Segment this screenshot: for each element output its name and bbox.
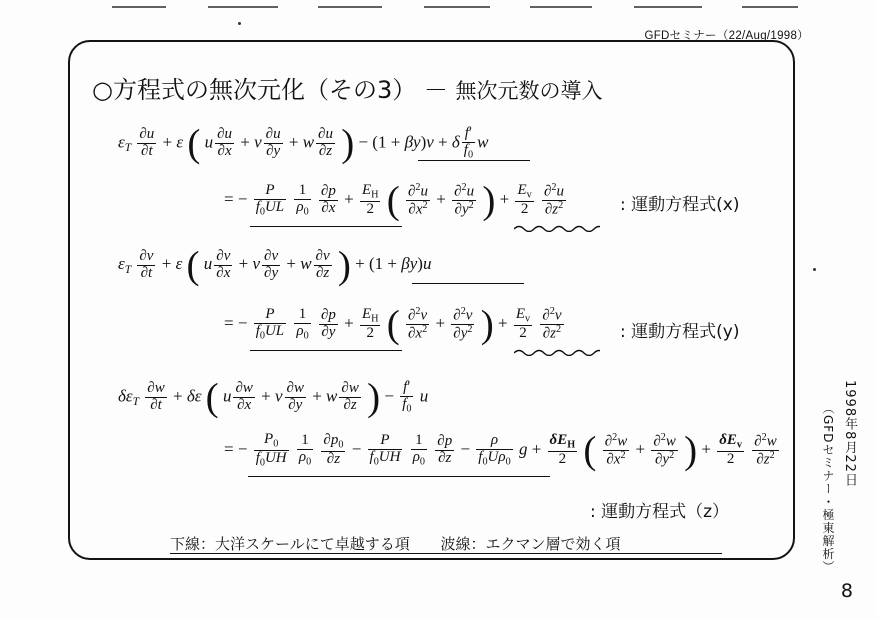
equation-momentum-x-rhs: = − $\frac{P}{f_0UL}$ $\frac{1}{\rho_0}$ $\frac{\partial p}{\partial x}$ + $\frac{E_H}{2}$ ( $\frac{\partial^2u}{\partial x^2}$ + $\frac{\partial^2u}{\partial y^2}$ ) + $\frac{E_v}{2}$ $\frac{\partial^2u}{\partial z^2}$ xyxy=(224,178,565,222)
underline-ocean-scale-term xyxy=(250,350,402,351)
side-note-date: 1998年8月22日 xyxy=(842,380,857,487)
side-note-author: （GFDセミナー・極東解析） xyxy=(821,402,835,574)
scan-artifact xyxy=(424,6,490,8)
wavy-underline-ekman-term xyxy=(514,348,600,356)
scan-speck xyxy=(238,22,241,25)
legend-solid-line: 下線：大洋スケールにて卓越する項 xyxy=(170,535,410,553)
seminar-header-stamp: GFDセミナー（22/Aug/1998） xyxy=(644,30,809,42)
equation-momentum-z-rhs: = − $\frac{P_0}{f_0UH}$ $\frac{1}{\rho_0}$ $\frac{\partial p_0}{\partial z}$ − $\frac{P}{f_0UH}$ $\frac{1}{\rho_0}$ $\frac{\partial p}{\partial z}$ − $\frac{\rho}{f_0U\rho_0}$ g + $\frac{\delta E_H}{2}$ ( $\frac{\partial^2w}{\partial x^2}$ + $\frac{\partial^2w}{\partial y^2}$ ) + $\frac{\delta E_v}{2}$ $\frac{\partial^2w}{\partial z^2}$ xyxy=(224,428,777,472)
scan-artifact xyxy=(634,6,702,8)
equation-momentum-z-lhs: $\delta\varepsilon_T$ $\frac{\partial w}{\partial t}$ + δε ( u $\frac{\partial w}{\partial x}$ + v $\frac{\partial w}{\partial y}$ + w $\frac{\partial w}{\partial z}$ ) − $\frac{f'}{f_0}$ u xyxy=(118,375,429,419)
scan-artifact xyxy=(208,6,278,8)
underline-ocean-scale-term xyxy=(418,160,530,161)
underline-ocean-scale-term xyxy=(250,226,402,227)
equation-momentum-x-lhs: $\varepsilon_T$ $\frac{\partial u}{\partial t}$ + ε ( u $\frac{\partial u}{\partial x}$ + v $\frac{\partial u}{\partial y}$ + w $\frac{\partial u}{\partial z}$ ) − (1 + βy)v + δ $\frac{f'}{f_0}$ w xyxy=(118,121,489,165)
scan-speck xyxy=(813,268,816,271)
legend-underline xyxy=(170,553,722,554)
page-title-handwritten: 無次元数の導入 xyxy=(455,79,603,103)
page-number: 8 xyxy=(840,580,853,602)
page-title xyxy=(92,70,603,105)
underline-ocean-scale-term xyxy=(248,476,550,477)
equation-momentum-y-rhs: = − $\frac{P}{f_0UL}$ $\frac{1}{\rho_0}$ $\frac{\partial p}{\partial y}$ + $\frac{E_H}{2}$ ( $\frac{\partial^2v}{\partial x^2}$ + $\frac{\partial^2v}{\partial y^2}$ ) + $\frac{E_v}{2}$ $\frac{\partial^2v}{\partial z^2}$ xyxy=(224,302,562,346)
legend-wavy-line: 波線：エクマン層で効く項 xyxy=(440,535,621,553)
annotation-momentum-z-label: : 運動方程式（z） xyxy=(590,502,730,522)
scan-artifact xyxy=(318,6,382,8)
scan-artifact xyxy=(742,6,798,8)
page-title-printed: ○方程式の無次元化（その3） xyxy=(92,76,417,104)
page-title-dash: － xyxy=(423,76,448,104)
scan-artifact xyxy=(112,6,166,8)
scan-artifact xyxy=(530,6,592,8)
wavy-underline-ekman-term xyxy=(514,224,600,232)
slide-border-frame xyxy=(68,40,795,560)
underline-ocean-scale-term xyxy=(412,283,524,284)
equation-momentum-y-lhs: $\varepsilon_T$ $\frac{\partial v}{\partial t}$ + ε ( u $\frac{\partial v}{\partial x}$ + v $\frac{\partial v}{\partial y}$ + w $\frac{\partial v}{\partial z}$ ) + (1 + βy)u xyxy=(118,243,432,287)
annotation-momentum-x-label: : 運動方程式(x) xyxy=(620,195,740,215)
legend-row xyxy=(170,533,647,554)
annotation-momentum-y-label: : 運動方程式(y) xyxy=(620,322,740,342)
